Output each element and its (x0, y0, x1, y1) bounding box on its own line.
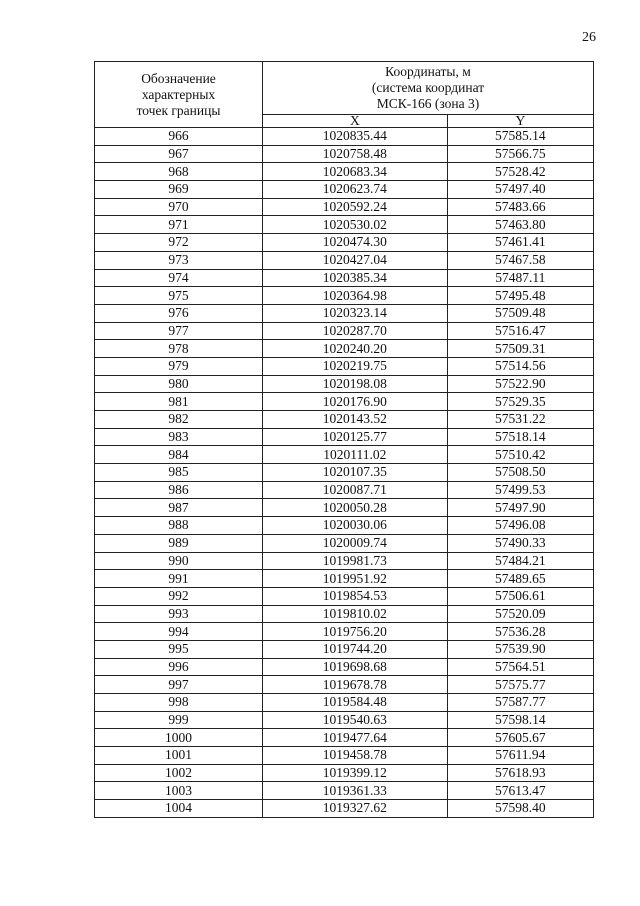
x-coordinate-cell: 1020107.35 (263, 464, 448, 482)
point-cell: 980 (95, 375, 263, 393)
point-cell: 976 (95, 304, 263, 322)
table-row (95, 499, 594, 517)
point-cell: 990 (95, 552, 263, 570)
x-coordinate-cell: 1019810.02 (263, 605, 448, 623)
point-cell: 983 (95, 428, 263, 446)
table-row (95, 322, 594, 340)
y-coordinate-cell: 57518.14 (447, 428, 593, 446)
x-coordinate-cell: 1020176.90 (263, 393, 448, 411)
table-row (95, 411, 594, 429)
table-row (95, 375, 594, 393)
table-row (95, 552, 594, 570)
point-cell: 967 (95, 145, 263, 163)
point-cell: 981 (95, 393, 263, 411)
table-row (95, 711, 594, 729)
x-coordinate-cell: 1020050.28 (263, 499, 448, 517)
x-coordinate-cell: 1019361.33 (263, 782, 448, 800)
x-coordinate-cell: 1019458.78 (263, 747, 448, 765)
table-row (95, 128, 594, 146)
y-column-header: Y (447, 115, 593, 128)
y-coordinate-cell: 57496.08 (447, 517, 593, 535)
y-coordinate-cell: 57587.77 (447, 694, 593, 712)
table-row (95, 658, 594, 676)
coords-header-line-2: (система координат (371, 80, 485, 95)
table-row (95, 357, 594, 375)
table-row (95, 605, 594, 623)
point-cell: 988 (95, 517, 263, 535)
point-cell: 985 (95, 464, 263, 482)
point-cell: 1004 (95, 800, 263, 818)
y-coordinate-cell: 57520.09 (447, 605, 593, 623)
table-row (95, 269, 594, 287)
table-row (95, 694, 594, 712)
y-coordinate-cell: 57598.14 (447, 711, 593, 729)
y-coordinate-cell: 57522.90 (447, 375, 593, 393)
point-cell: 1002 (95, 764, 263, 782)
y-coordinate-cell: 57529.35 (447, 393, 593, 411)
point-cell: 992 (95, 587, 263, 605)
point-cell: 984 (95, 446, 263, 464)
point-cell: 968 (95, 163, 263, 181)
point-cell: 997 (95, 676, 263, 694)
y-coordinate-cell: 57585.14 (447, 128, 593, 146)
y-coordinate-cell: 57536.28 (447, 623, 593, 641)
point-cell: 1003 (95, 782, 263, 800)
point-designation-header (95, 62, 263, 128)
point-cell: 972 (95, 234, 263, 252)
x-coordinate-cell: 1019540.63 (263, 711, 448, 729)
y-coordinate-cell: 57516.47 (447, 322, 593, 340)
coordinates-header (263, 62, 594, 115)
point-cell: 979 (95, 357, 263, 375)
point-cell: 996 (95, 658, 263, 676)
x-coordinate-cell: 1019854.53 (263, 587, 448, 605)
x-column-header: X (263, 115, 448, 128)
x-coordinate-cell: 1020683.34 (263, 163, 448, 181)
point-cell: 973 (95, 251, 263, 269)
x-coordinate-cell: 1019477.64 (263, 729, 448, 747)
boundary-points-table (94, 61, 594, 818)
y-coordinate-cell: 57461.41 (447, 234, 593, 252)
x-coordinate-cell: 1020364.98 (263, 287, 448, 305)
y-coordinate-cell: 57598.40 (447, 800, 593, 818)
point-cell: 993 (95, 605, 263, 623)
x-coordinate-cell: 1019678.78 (263, 676, 448, 694)
table-row (95, 534, 594, 552)
point-cell: 969 (95, 181, 263, 199)
table-row (95, 198, 594, 216)
y-coordinate-cell: 57509.31 (447, 340, 593, 358)
y-coordinate-cell: 57497.40 (447, 181, 593, 199)
x-coordinate-cell: 1020530.02 (263, 216, 448, 234)
y-coordinate-cell: 57483.66 (447, 198, 593, 216)
point-cell: 995 (95, 640, 263, 658)
y-coordinate-cell: 57463.80 (447, 216, 593, 234)
x-coordinate-cell: 1019756.20 (263, 623, 448, 641)
table-row (95, 446, 594, 464)
x-coordinate-cell: 1019327.62 (263, 800, 448, 818)
y-coordinate-cell: 57611.94 (447, 747, 593, 765)
x-coordinate-cell: 1019399.12 (263, 764, 448, 782)
table-row (95, 747, 594, 765)
point-cell: 994 (95, 623, 263, 641)
y-coordinate-cell: 57528.42 (447, 163, 593, 181)
table-row (95, 216, 594, 234)
point-cell: 991 (95, 570, 263, 588)
y-coordinate-cell: 57575.77 (447, 676, 593, 694)
y-coordinate-cell: 57514.56 (447, 357, 593, 375)
x-coordinate-cell: 1020030.06 (263, 517, 448, 535)
point-cell: 1001 (95, 747, 263, 765)
x-coordinate-cell: 1020323.14 (263, 304, 448, 322)
point-cell: 977 (95, 322, 263, 340)
y-coordinate-cell: 57489.65 (447, 570, 593, 588)
x-coordinate-cell: 1020758.48 (263, 145, 448, 163)
x-coordinate-cell: 1020835.44 (263, 128, 448, 146)
table-row (95, 640, 594, 658)
y-coordinate-cell: 57613.47 (447, 782, 593, 800)
y-coordinate-cell: 57490.33 (447, 534, 593, 552)
point-cell: 982 (95, 411, 263, 429)
point-cell: 971 (95, 216, 263, 234)
y-coordinate-cell: 57467.58 (447, 251, 593, 269)
table-row (95, 464, 594, 482)
y-coordinate-cell: 57487.11 (447, 269, 593, 287)
x-coordinate-cell: 1020219.75 (263, 357, 448, 375)
point-cell: 978 (95, 340, 263, 358)
x-coordinate-cell: 1020009.74 (263, 534, 448, 552)
point-header-line-2: характерных (141, 86, 216, 102)
table-row (95, 676, 594, 694)
x-coordinate-cell: 1020143.52 (263, 411, 448, 429)
y-coordinate-cell: 57495.48 (447, 287, 593, 305)
table-row (95, 623, 594, 641)
y-coordinate-cell: 57484.21 (447, 552, 593, 570)
y-coordinate-cell: 57509.48 (447, 304, 593, 322)
x-coordinate-cell: 1020592.24 (263, 198, 448, 216)
point-cell: 974 (95, 269, 263, 287)
x-coordinate-cell: 1020111.02 (263, 446, 448, 464)
y-coordinate-cell: 57508.50 (447, 464, 593, 482)
x-coordinate-cell: 1020198.08 (263, 375, 448, 393)
point-header-line-1: Обозначение (141, 70, 216, 86)
table-row (95, 800, 594, 818)
point-cell: 998 (95, 694, 263, 712)
table-row (95, 287, 594, 305)
x-coordinate-cell: 1020474.30 (263, 234, 448, 252)
point-cell: 986 (95, 481, 263, 499)
table-row (95, 181, 594, 199)
x-coordinate-cell: 1020427.04 (263, 251, 448, 269)
table-row (95, 517, 594, 535)
table-row (95, 393, 594, 411)
y-coordinate-cell: 57539.90 (447, 640, 593, 658)
y-coordinate-cell: 57499.53 (447, 481, 593, 499)
x-coordinate-cell: 1020087.71 (263, 481, 448, 499)
coords-header-line-3: МСК-166 (зона 3) (376, 96, 480, 111)
table-body (95, 128, 594, 818)
x-coordinate-cell: 1019744.20 (263, 640, 448, 658)
table-row (95, 570, 594, 588)
coords-header-line-1: Координаты, м (385, 64, 471, 79)
point-cell: 970 (95, 198, 263, 216)
table-row (95, 340, 594, 358)
table-row (95, 481, 594, 499)
table-row (95, 251, 594, 269)
point-cell: 987 (95, 499, 263, 517)
y-coordinate-cell: 57506.61 (447, 587, 593, 605)
point-cell: 966 (95, 128, 263, 146)
y-coordinate-cell: 57564.51 (447, 658, 593, 676)
y-coordinate-cell: 57566.75 (447, 145, 593, 163)
x-coordinate-cell: 1020623.74 (263, 181, 448, 199)
point-cell: 975 (95, 287, 263, 305)
table-row (95, 782, 594, 800)
point-cell: 999 (95, 711, 263, 729)
point-cell: 989 (95, 534, 263, 552)
x-coordinate-cell: 1019584.48 (263, 694, 448, 712)
y-coordinate-cell: 57497.90 (447, 499, 593, 517)
table-row (95, 764, 594, 782)
x-coordinate-cell: 1020287.70 (263, 322, 448, 340)
table-row (95, 234, 594, 252)
x-coordinate-cell: 1019981.73 (263, 552, 448, 570)
table-row (95, 428, 594, 446)
x-coordinate-cell: 1019698.68 (263, 658, 448, 676)
y-coordinate-cell: 57605.67 (447, 729, 593, 747)
table-row (95, 145, 594, 163)
point-cell: 1000 (95, 729, 263, 747)
x-coordinate-cell: 1019951.92 (263, 570, 448, 588)
x-coordinate-cell: 1020125.77 (263, 428, 448, 446)
y-coordinate-cell: 57618.93 (447, 764, 593, 782)
y-coordinate-cell: 57510.42 (447, 446, 593, 464)
y-coordinate-cell: 57531.22 (447, 411, 593, 429)
table-row (95, 587, 594, 605)
page-number: 26 (582, 30, 596, 45)
x-coordinate-cell: 1020385.34 (263, 269, 448, 287)
x-coordinate-cell: 1020240.20 (263, 340, 448, 358)
table-row (95, 729, 594, 747)
table-row (95, 304, 594, 322)
point-header-line-3: точек границы (136, 102, 221, 118)
table-row (95, 163, 594, 181)
